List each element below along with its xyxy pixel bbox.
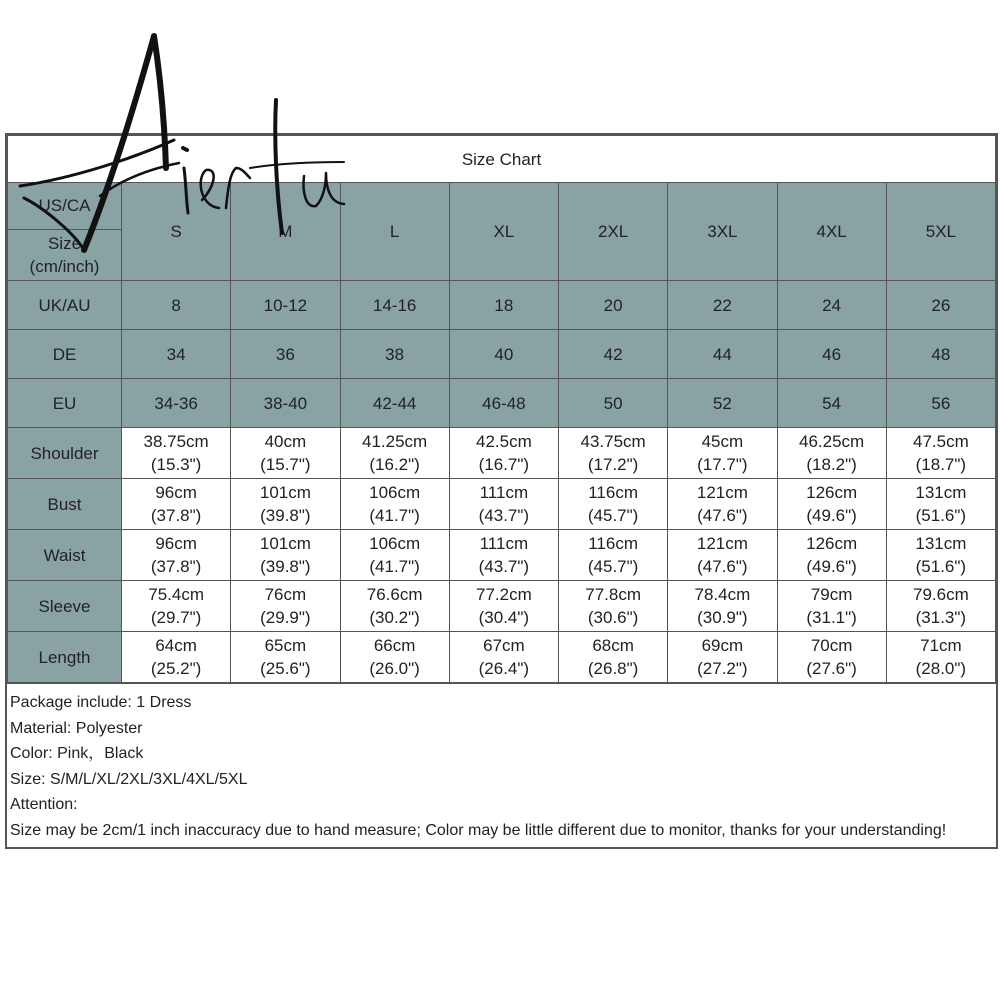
size-code-cell: 48 (886, 330, 995, 379)
inch-value: (39.8") (260, 506, 311, 525)
row-label: Shoulder (8, 428, 122, 479)
cm-value: 111cm (479, 483, 529, 502)
measurement-row-sleeve (8, 581, 996, 632)
cm-value: 71cm (920, 636, 962, 655)
cm-value: 101cm (259, 534, 311, 553)
inch-value: (45.7") (587, 506, 639, 525)
product-notes (7, 683, 996, 847)
size-chart-table (7, 135, 996, 683)
row-label: Waist (8, 530, 122, 581)
cm-value: 131cm (915, 534, 967, 553)
inch-value: (18.2") (806, 455, 857, 474)
inch-value: (17.2") (587, 455, 639, 474)
size-code-cell: 52 (668, 379, 777, 428)
measurement-cell (668, 632, 777, 683)
attention-note: Attention: (10, 796, 78, 813)
cm-value: 64cm (155, 636, 197, 655)
cm-value: 121cm (696, 534, 748, 553)
size-header-2xl: 2XL (559, 183, 668, 281)
inch-value: (26.4") (478, 659, 530, 678)
package-note: Package include: 1 Dress (10, 694, 192, 711)
disclaimer-note: Size may be 2cm/1 inch inaccuracy due to hand measure; Color may be little different due to monitor, thanks for your understanding! (10, 821, 947, 839)
cm-value: 131cm (915, 483, 967, 502)
inch-value: (25.2") (150, 659, 202, 678)
inch-value: (30.4") (478, 608, 530, 627)
measurement-cell (449, 479, 558, 530)
measurement-cell (886, 428, 995, 479)
measurement-cell (777, 428, 886, 479)
cm-value: 41.25cm (362, 432, 428, 451)
size-code-cell: 46-48 (449, 379, 558, 428)
inch-value: (37.8") (150, 557, 202, 576)
cm-value: 78.4cm (694, 585, 751, 604)
inch-value: (47.6") (697, 506, 748, 525)
measurement-cell (449, 428, 558, 479)
cm-value: 126cm (806, 534, 858, 553)
size-header-4xl: 4XL (777, 183, 886, 281)
cm-value: 76.6cm (366, 585, 423, 604)
row-label: EU (8, 379, 122, 428)
measurement-cell (231, 581, 340, 632)
measurement-row-waist (8, 530, 996, 581)
inch-value: (27.6") (806, 659, 857, 678)
measurement-cell (122, 632, 231, 683)
inch-value: (16.7") (478, 455, 530, 474)
measurement-cell (122, 428, 231, 479)
cm-value: 47.5cm (913, 432, 969, 451)
cm-value: 106cm (369, 483, 421, 502)
size-code-cell: 54 (777, 379, 886, 428)
cm-value: 121cm (696, 483, 748, 502)
size-header-s: S (122, 183, 231, 281)
size-code-cell: 56 (886, 379, 995, 428)
inch-value: (43.7") (478, 506, 530, 525)
measurement-cell (777, 530, 886, 581)
cm-value: 38.75cm (143, 432, 209, 451)
inch-value: (28.0") (915, 659, 967, 678)
measurement-cell (886, 581, 995, 632)
cm-value: 43.75cm (580, 432, 646, 451)
cm-value: 65cm (264, 636, 307, 655)
inch-value: (41.7") (369, 557, 420, 576)
inch-value: (47.6") (697, 557, 748, 576)
inch-value: (37.8") (150, 506, 202, 525)
corner-us-ca-label: US/CA (8, 183, 121, 230)
measurement-row-shoulder (8, 428, 996, 479)
size-code-cell: 18 (449, 281, 558, 330)
size-header-l: L (340, 183, 449, 281)
measurement-cell (449, 530, 558, 581)
cm-value: 66cm (373, 636, 416, 655)
size-code-cell: 42-44 (340, 379, 449, 428)
corner-cell (8, 183, 122, 281)
inch-value: (51.6") (915, 506, 967, 525)
measurement-cell (668, 530, 777, 581)
inch-value: (45.7") (587, 557, 639, 576)
title-row (8, 136, 996, 183)
measurement-cell (340, 428, 449, 479)
measurement-cell (231, 530, 340, 581)
size-code-cell: 44 (668, 330, 777, 379)
size-header-5xl: 5XL (886, 183, 995, 281)
inch-value: (31.1") (806, 608, 857, 627)
corner-unit-label: (cm/inch) (29, 257, 100, 276)
measurement-cell (340, 479, 449, 530)
size-note: Size: S/M/L/XL/2XL/3XL/4XL/5XL (10, 770, 248, 788)
cm-value: 111cm (479, 534, 529, 553)
inch-value: (30.2") (369, 608, 420, 627)
cm-value: 75.4cm (148, 585, 204, 604)
inch-value: (29.7") (150, 608, 202, 627)
size-code-cell: 46 (777, 330, 886, 379)
measurement-cell (231, 632, 340, 683)
cm-value: 77.8cm (585, 585, 641, 604)
row-label: Sleeve (8, 581, 122, 632)
inch-value: (15.7") (260, 455, 311, 474)
color-note: Color: Pink，Black (10, 745, 144, 762)
size-code-cell: 42 (559, 330, 668, 379)
cm-value: 46.25cm (799, 432, 865, 451)
size-code-cell: 40 (449, 330, 558, 379)
row-label: UK/AU (8, 281, 122, 330)
chart-title: Size Chart (8, 136, 996, 183)
measurement-cell (449, 581, 558, 632)
size-code-row-de (8, 330, 996, 379)
cm-value: 77.2cm (476, 585, 532, 604)
inch-value: (41.7") (369, 506, 420, 525)
measurement-cell (559, 530, 668, 581)
measurement-cell (886, 479, 995, 530)
cm-value: 69cm (701, 636, 744, 655)
cm-value: 79.6cm (913, 585, 969, 604)
measurement-cell (340, 530, 449, 581)
corner-size-unit (8, 230, 121, 280)
measurement-cell (122, 581, 231, 632)
measurement-cell (340, 632, 449, 683)
size-code-cell: 34-36 (122, 379, 231, 428)
cm-value: 116cm (588, 534, 638, 553)
size-code-cell: 26 (886, 281, 995, 330)
size-code-cell: 34 (122, 330, 231, 379)
measurement-cell (231, 479, 340, 530)
inch-value: (39.8") (260, 557, 311, 576)
material-note: Material: Polyester (10, 719, 143, 737)
inch-value: (49.6") (806, 506, 857, 525)
cm-value: 45cm (701, 432, 744, 451)
size-code-cell: 10-12 (231, 281, 340, 330)
measurement-cell (777, 479, 886, 530)
size-code-cell: 22 (668, 281, 777, 330)
inch-value: (16.2") (369, 455, 420, 474)
inch-value: (26.0") (369, 659, 420, 678)
cm-value: 42.5cm (476, 432, 532, 451)
inch-value: (18.7") (915, 455, 967, 474)
cm-value: 96cm (155, 483, 197, 502)
cm-value: 101cm (259, 483, 311, 502)
measurement-cell (231, 428, 340, 479)
measurement-cell (668, 428, 777, 479)
cm-value: 76cm (264, 585, 307, 604)
measurement-cell (886, 530, 995, 581)
measurement-cell (559, 581, 668, 632)
size-chart-sheet (5, 133, 998, 849)
corner-size-label: Size (47, 234, 82, 253)
inch-value: (30.9") (697, 608, 748, 627)
size-header-row (8, 183, 996, 281)
measurement-cell (886, 632, 995, 683)
cm-value: 67cm (483, 636, 525, 655)
row-label: Length (8, 632, 122, 683)
inch-value: (29.9") (260, 608, 311, 627)
measurement-cell (668, 479, 777, 530)
measurement-cell (122, 479, 231, 530)
size-header-3xl: 3XL (668, 183, 777, 281)
inch-value: (51.6") (915, 557, 967, 576)
measurement-cell (777, 581, 886, 632)
size-code-cell: 14-16 (340, 281, 449, 330)
size-code-cell: 24 (777, 281, 886, 330)
size-header-xl: XL (449, 183, 558, 281)
size-code-cell: 20 (559, 281, 668, 330)
measurement-cell (122, 530, 231, 581)
cm-value: 96cm (155, 534, 197, 553)
measurement-cell (449, 632, 558, 683)
inch-value: (30.6") (587, 608, 639, 627)
measurement-cell (559, 428, 668, 479)
inch-value: (43.7") (478, 557, 530, 576)
cm-value: 79cm (810, 585, 853, 604)
size-code-row-eu (8, 379, 996, 428)
inch-value: (15.3") (150, 455, 202, 474)
cm-value: 126cm (806, 483, 858, 502)
size-code-cell: 38-40 (231, 379, 340, 428)
measurement-cell (777, 632, 886, 683)
measurement-cell (340, 581, 449, 632)
cm-value: 68cm (592, 636, 634, 655)
inch-value: (49.6") (806, 557, 857, 576)
cm-value: 106cm (369, 534, 421, 553)
size-code-cell: 36 (231, 330, 340, 379)
cm-value: 40cm (264, 432, 307, 451)
measurement-row-bust (8, 479, 996, 530)
inch-value: (31.3") (915, 608, 967, 627)
size-code-cell: 8 (122, 281, 231, 330)
row-label: Bust (8, 479, 122, 530)
inch-value: (27.2") (697, 659, 748, 678)
cm-value: 116cm (588, 483, 638, 502)
size-code-cell: 38 (340, 330, 449, 379)
size-code-cell: 50 (559, 379, 668, 428)
inch-value: (17.7") (697, 455, 748, 474)
cm-value: 70cm (810, 636, 853, 655)
measurement-cell (668, 581, 777, 632)
measurement-row-length (8, 632, 996, 683)
size-code-row-uk-au (8, 281, 996, 330)
measurement-cell (559, 632, 668, 683)
measurement-cell (559, 479, 668, 530)
row-label: DE (8, 330, 122, 379)
inch-value: (26.8") (587, 659, 639, 678)
size-header-m: M (231, 183, 340, 281)
inch-value: (25.6") (260, 659, 311, 678)
